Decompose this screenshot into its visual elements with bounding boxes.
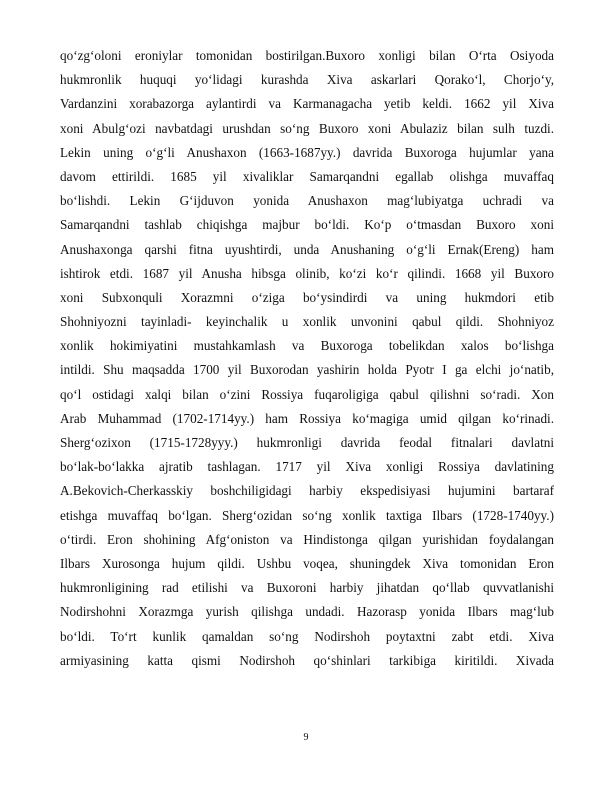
text-line: intildi. Shu maqsadda 1700 yil Buxorodan yashirin holda Pyotr I ga elchi jo‘natib, (60, 362, 554, 378)
text-line: Ilbars Xurosonga hujum qildi. Ushbu voqea, shuningdek Xiva tomonidan Eron (60, 555, 554, 571)
text-line: bo‘lishdi. Lekin G‘ijduvon yonida Anushaxon mag‘lubiyatga uchradi va (60, 193, 554, 209)
text-line: Samarqandni tashlab chiqishga majbur bo‘ldi. Ko‘p o‘tmasdan Buxoro xoni (60, 217, 554, 233)
text-line: Anushaxonga qarshi fitna uyushtirdi, unda Anushaning o‘g‘li Ernak(Ereng) ham (60, 241, 554, 257)
text-line: Sherg‘ozixon (1715-1728yyy.) hukmronligi davrida feodal fitnalari davlatni (60, 435, 554, 450)
text-line: Nodirshohni Xorazmga yurish qilishga undadi. Hazorasp yonida Ilbars mag‘lub (60, 604, 554, 620)
text-line: bo‘lak-bo‘lakka ajratib tashlagan. 1717 yil Xiva xonligi Rossiya davlatining (60, 459, 554, 475)
text-line: xoni Abulg‘ozi navbatdagi urushdan so‘ng Buxoro xoni Abulaziz bilan sulh tuzdi. (60, 120, 554, 136)
text-line: Vardanzini xorabazorga aylantirdi va Karmanagacha yetib keldi. 1662 yil Xiva (60, 96, 554, 112)
text-line: hukmronlik huquqi yo‘lidagi kurashda Xiva askarlari Qorako‘l, Chorjo‘y, (60, 72, 554, 88)
text-line: ishtirok etdi. 1687 yil Anusha hibsga olinib, ko‘zi ko‘r qilindi. 1668 yil Buxoro (60, 265, 554, 281)
page-number: 9 (303, 732, 309, 743)
text-line: bo‘ldi. To‘rt kunlik qamaldan so‘ng Nodirshoh poytaxtni zabt etdi. Xiva (60, 628, 554, 644)
text-line: hukmronligining rad etilishi va Buxoroni harbiy jihatdan qo‘llab quvvatlanishi (60, 580, 554, 596)
text-line: qo‘zg‘oloni eroniylar tomonidan bostirilgan.Buxoro xonligi bilan O‘rta Osiyoda (60, 48, 554, 63)
text-line: xoni Subxonquli Xorazmni o‘ziga bo‘ysindirdi va uning hukmdori etib (60, 289, 554, 305)
text-line: A.Bekovich-Cherkasskiy boshchiligidagi harbiy ekspedisiyasi hujumini bartaraf (60, 483, 554, 499)
text-line: qo‘l ostidagi xalqi bilan o‘zini Rossiya fuqaroligiga qabul qilishni so‘radi. Xon (60, 386, 554, 402)
text-line: Shohniyozni tayinladi- keyinchalik u xonlik unvonini qabul qildi. Shohniyoz (60, 314, 554, 330)
text-line: xonlik hokimiyatini mustahkamlash va Buxoroga tobelikdan xalos bo‘lishga (60, 338, 554, 354)
text-line: o‘tirdi. Eron shohining Afg‘oniston va Hindistonga qilgan yurishidan foydalangan (60, 531, 554, 547)
text-line: Lekin uning o‘g‘li Anushaxon (1663-1687yy.) davrida Buxoroga hujumlar yana (60, 144, 554, 160)
text-line: armiyasining katta qismi Nodirshoh qo‘shinlari tarkibiga kiritildi. Xivada (60, 652, 554, 668)
text-line: davom ettirildi. 1685 yil xivaliklar Samarqandni egallab olishga muvaffaq (60, 168, 554, 184)
text-line: Arab Muhammad (1702-1714yy.) ham Rossiya ko‘magiga umid qilgan ko‘rinadi. (60, 410, 554, 426)
text-line: etishga muvaffaq bo‘lgan. Sherg‘ozidan so‘ng xonlik taxtiga Ilbars (1728-1740yy.) (60, 507, 554, 523)
body-text (60, 44, 554, 673)
